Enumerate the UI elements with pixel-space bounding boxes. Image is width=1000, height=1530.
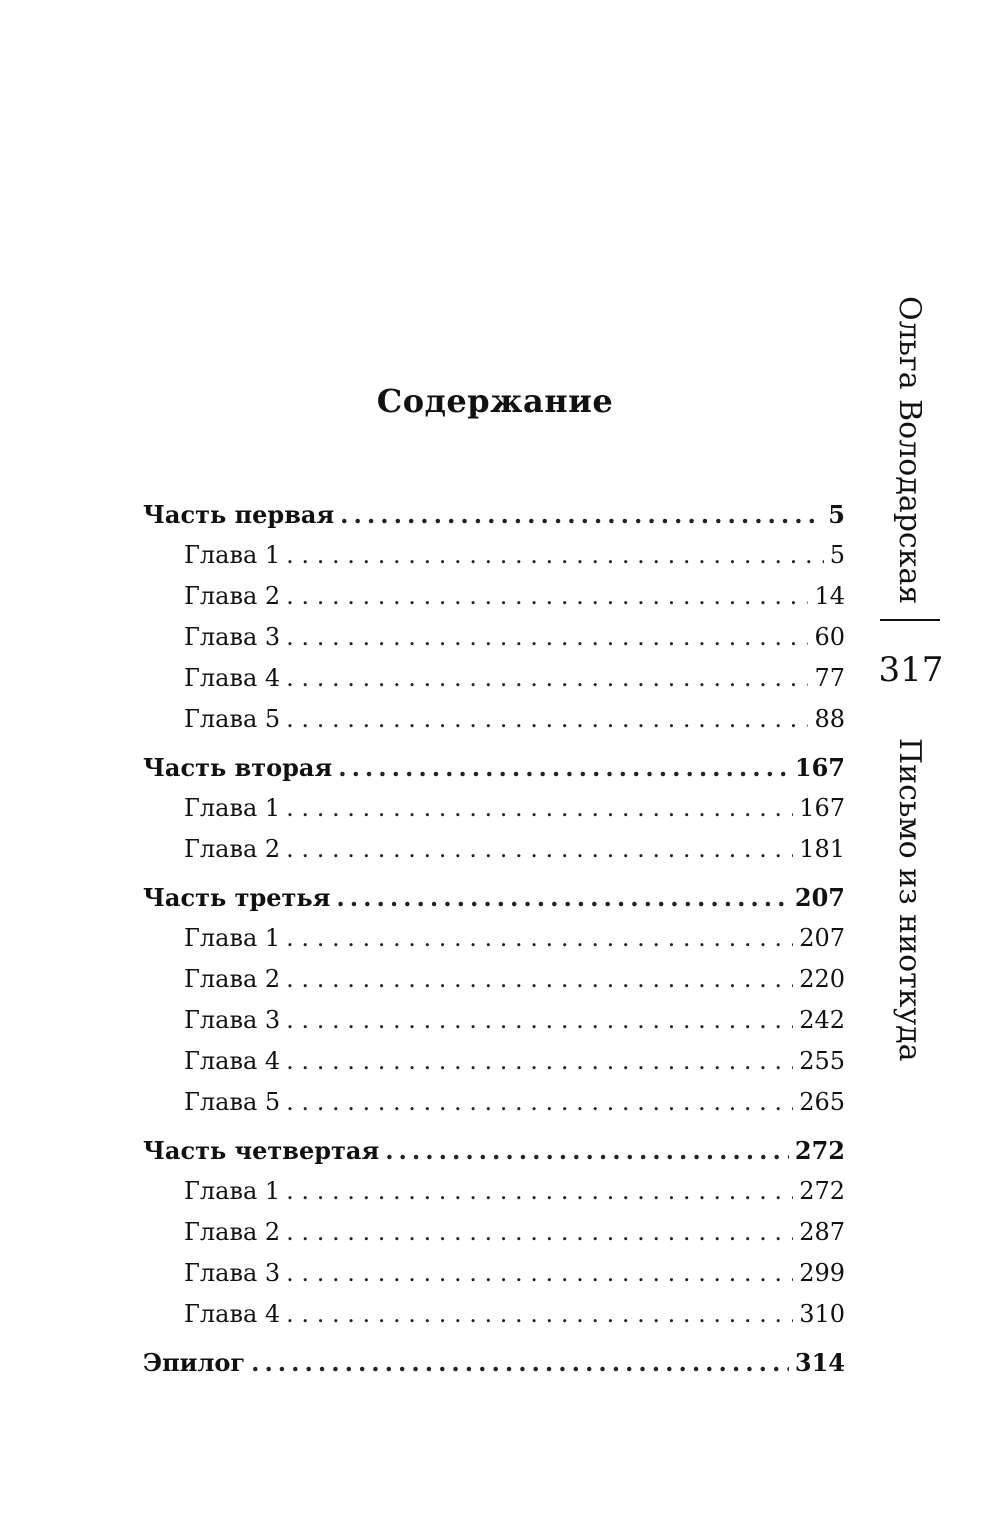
toc-chapter[interactable] bbox=[143, 1259, 845, 1300]
toc-page: 287 bbox=[799, 1218, 845, 1246]
toc-page: 167 bbox=[794, 753, 845, 782]
dot-leader bbox=[251, 1348, 789, 1377]
toc-chapter[interactable] bbox=[143, 1088, 845, 1129]
toc-chapter[interactable] bbox=[143, 541, 845, 582]
dot-leader bbox=[286, 1006, 793, 1034]
toc-page: 272 bbox=[794, 1136, 845, 1165]
table-of-contents bbox=[143, 500, 845, 1389]
toc-page: 60 bbox=[814, 623, 845, 651]
toc-chapter[interactable] bbox=[143, 1218, 845, 1259]
toc-label: Глава 5 bbox=[184, 1088, 281, 1116]
dot-leader bbox=[286, 582, 808, 610]
toc-page: 77 bbox=[814, 664, 845, 692]
toc-label: Глава 1 bbox=[184, 1177, 281, 1205]
toc-chapter[interactable] bbox=[143, 1047, 845, 1088]
toc-label: Часть четвертая bbox=[143, 1136, 380, 1165]
toc-page: 14 bbox=[814, 582, 845, 610]
toc-label: Глава 1 bbox=[184, 794, 281, 822]
toc-page: 207 bbox=[794, 883, 845, 912]
toc-chapter[interactable] bbox=[143, 965, 845, 1006]
toc-label: Глава 2 bbox=[184, 835, 281, 863]
dot-leader bbox=[286, 1300, 793, 1328]
running-author: Ольга Володарская bbox=[892, 296, 927, 605]
toc-label: Глава 1 bbox=[184, 541, 281, 569]
toc-label: Глава 1 bbox=[184, 924, 281, 952]
dot-leader bbox=[286, 1088, 793, 1116]
toc-label: Часть первая bbox=[143, 500, 335, 529]
dot-leader bbox=[286, 623, 808, 651]
dot-leader bbox=[286, 965, 793, 993]
toc-page: 310 bbox=[799, 1300, 845, 1328]
dot-leader bbox=[286, 1218, 793, 1246]
toc-label: Глава 4 bbox=[184, 1047, 281, 1075]
toc-label: Глава 3 bbox=[184, 623, 281, 651]
toc-chapter[interactable] bbox=[143, 582, 845, 623]
toc-page: 299 bbox=[799, 1259, 845, 1287]
toc-page: 255 bbox=[799, 1047, 845, 1075]
dot-leader bbox=[338, 753, 789, 782]
toc-label: Глава 3 bbox=[184, 1006, 281, 1034]
toc-page: 272 bbox=[799, 1177, 845, 1205]
toc-chapter[interactable] bbox=[143, 1177, 845, 1218]
toc-label: Глава 4 bbox=[184, 1300, 281, 1328]
dot-leader bbox=[286, 1047, 793, 1075]
running-book-title: Письмо из ниоткуда bbox=[892, 738, 927, 1062]
toc-page: 314 bbox=[794, 1348, 845, 1377]
dot-leader bbox=[385, 1136, 789, 1165]
dot-leader bbox=[286, 835, 793, 863]
toc-part[interactable] bbox=[143, 1348, 845, 1389]
toc-label: Глава 4 bbox=[184, 664, 281, 692]
toc-page: 5 bbox=[829, 541, 845, 569]
toc-page: 242 bbox=[799, 1006, 845, 1034]
dot-leader bbox=[340, 500, 822, 529]
toc-chapter[interactable] bbox=[143, 623, 845, 664]
toc-label: Часть вторая bbox=[143, 753, 333, 782]
toc-chapter[interactable] bbox=[143, 664, 845, 705]
toc-part[interactable] bbox=[143, 753, 845, 794]
toc-chapter[interactable] bbox=[143, 1006, 845, 1047]
toc-label: Глава 2 bbox=[184, 965, 281, 993]
dot-leader bbox=[286, 924, 793, 952]
toc-chapter[interactable] bbox=[143, 924, 845, 965]
dot-leader bbox=[336, 883, 788, 912]
divider bbox=[880, 619, 940, 621]
toc-page: 220 bbox=[799, 965, 845, 993]
toc-page: 207 bbox=[799, 924, 845, 952]
dot-leader bbox=[286, 1177, 793, 1205]
toc-chapter[interactable] bbox=[143, 835, 845, 876]
toc-page: 265 bbox=[799, 1088, 845, 1116]
toc-part[interactable] bbox=[143, 500, 845, 541]
toc-label: Эпилог bbox=[143, 1348, 246, 1377]
dot-leader bbox=[286, 1259, 793, 1287]
page-number: 317 bbox=[878, 650, 944, 690]
toc-label: Глава 3 bbox=[184, 1259, 281, 1287]
dot-leader bbox=[286, 794, 793, 822]
toc-chapter[interactable] bbox=[143, 794, 845, 835]
toc-label: Часть третья bbox=[143, 883, 331, 912]
toc-page: 88 bbox=[814, 705, 845, 733]
toc-page: 181 bbox=[799, 835, 845, 863]
dot-leader bbox=[286, 664, 808, 692]
toc-label: Глава 2 bbox=[184, 1218, 281, 1246]
toc-part[interactable] bbox=[143, 883, 845, 924]
toc-label: Глава 2 bbox=[184, 582, 281, 610]
dot-leader bbox=[286, 705, 808, 733]
dot-leader bbox=[286, 541, 824, 569]
toc-page: 5 bbox=[828, 500, 845, 529]
toc-part[interactable] bbox=[143, 1136, 845, 1177]
toc-label: Глава 5 bbox=[184, 705, 281, 733]
toc-chapter[interactable] bbox=[143, 1300, 845, 1341]
toc-chapter[interactable] bbox=[143, 705, 845, 746]
page-title: Содержание bbox=[376, 382, 614, 420]
toc-page: 167 bbox=[799, 794, 845, 822]
